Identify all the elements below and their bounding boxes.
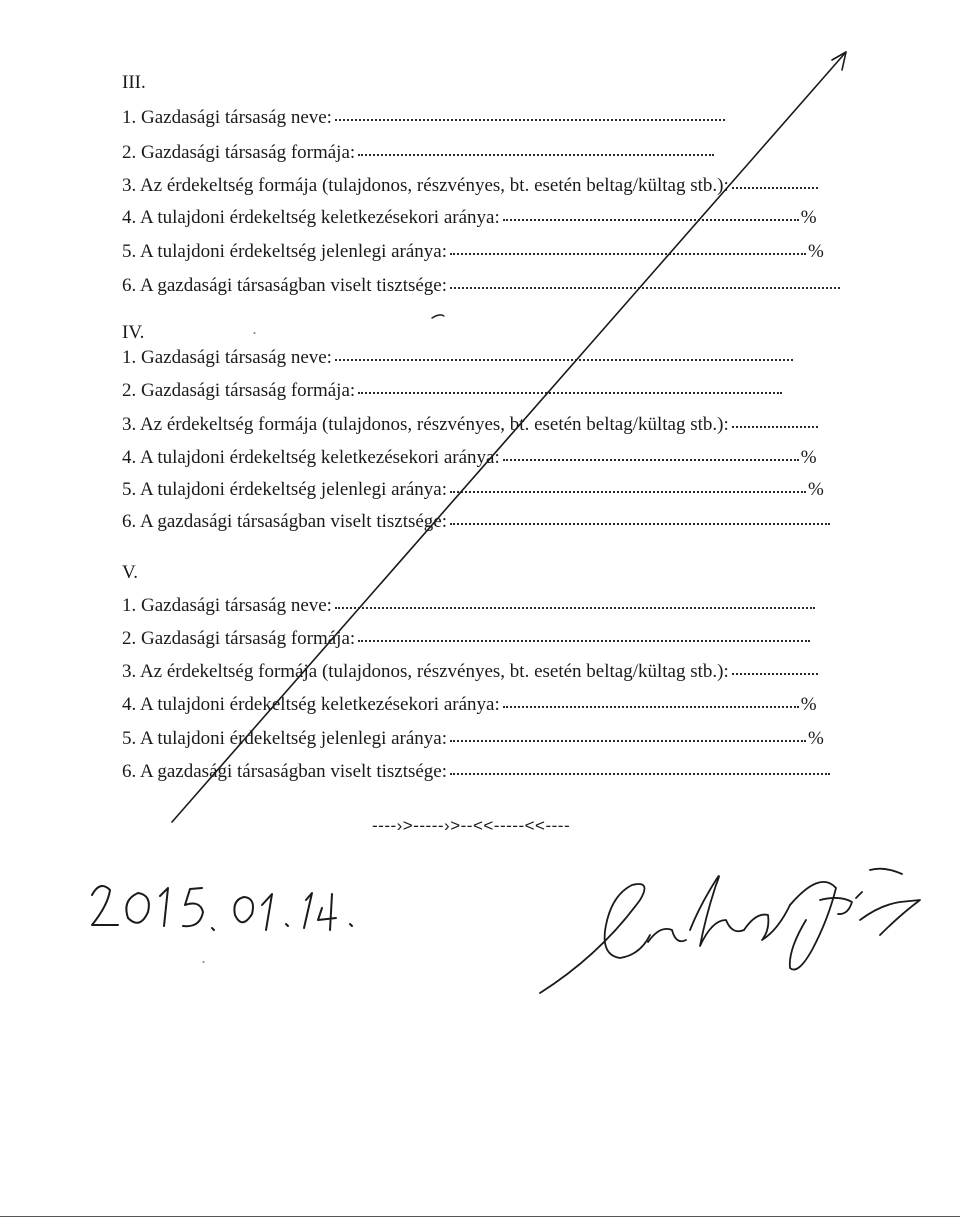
field-label: 3. Az érdekeltség formája (tulajdonos, részvényes, bt. esetén beltag/kültag stb.): [122, 414, 729, 435]
field-label: 3. Az érdekeltség formája (tulajdonos, részvényes, bt. esetén beltag/kültag stb.): [122, 661, 729, 682]
field-label: 6. A gazdasági társaságban viselt tisztsége: [122, 511, 448, 532]
form-line: 5. A tulajdoni érdekeltség jelenlegi aránya: % [122, 479, 824, 500]
form-line [122, 594, 817, 618]
field-label: 5. A tulajdoni érdekeltség jelenlegi aránya: [122, 479, 448, 500]
field-label: 2. Gazdasági társaság formája: [122, 628, 356, 649]
form-line: 4. A tulajdoni érdekeltség keletkezésekori aránya: % [122, 447, 817, 468]
fill-in-dots [732, 671, 818, 675]
fill-in-dots [335, 605, 815, 609]
form-line [122, 627, 812, 651]
field-label: 6. A gazdasági társaságban viselt tisztsége: [122, 275, 448, 296]
fill-in-dots [450, 521, 830, 525]
field-label: 3. Az érdekeltség formája (tulajdonos, részvényes, bt. esetén beltag/kültag stb.): [122, 175, 729, 196]
form-line: 4. A tulajdoni érdekeltség keletkezésekori aránya: % [122, 207, 817, 228]
fill-in-dots [503, 217, 799, 221]
fill-in-dots [358, 152, 714, 156]
field-label: 2. Gazdasági társaság formája: [122, 380, 356, 401]
signature-scrawl [540, 869, 920, 993]
fill-in-dots [503, 457, 799, 461]
form-line: 4. A tulajdoni érdekeltség keletkezésekori aránya: % [122, 694, 817, 715]
form-line [122, 379, 784, 403]
field-label: 1. Gazdasági társaság neve: [122, 347, 332, 368]
section-heading-iii: III. [122, 72, 146, 93]
cancellation-hook [832, 52, 846, 70]
form-line [122, 413, 820, 437]
form-line [122, 760, 832, 784]
form-line [122, 174, 820, 198]
field-label: 2. Gazdasági társaság formája: [122, 142, 356, 163]
fill-in-dots [450, 771, 830, 775]
field-label: 6. A gazdasági társaságban viselt tisztsége: [122, 761, 448, 782]
fill-in-dots [335, 357, 793, 361]
field-label: 1. Gazdasági társaság neve: [122, 595, 332, 616]
form-line: 5. A tulajdoni érdekeltség jelenlegi aránya: % [122, 241, 824, 262]
section-heading-iv: IV. [122, 322, 145, 343]
fill-in-dots [358, 638, 810, 642]
field-label: 4. A tulajdoni érdekeltség keletkezésekori aránya: [122, 447, 500, 468]
fill-in-dots [732, 185, 818, 189]
fill-in-dots [450, 285, 840, 289]
field-label: 5. A tulajdoni érdekeltség jelenlegi aránya: [122, 241, 448, 262]
section-heading-v: V. [122, 562, 139, 583]
field-label: 4. A tulajdoni érdekeltség keletkezésekori aránya: [122, 207, 500, 228]
field-label: 1. Gazdasági társaság neve: [122, 107, 332, 128]
fill-in-dots [335, 117, 725, 121]
field-label: 5. A tulajdoni érdekeltség jelenlegi aránya: [122, 728, 448, 749]
form-line: 5. A tulajdoni érdekeltség jelenlegi aránya: % [122, 728, 824, 749]
fill-in-dots [450, 489, 806, 493]
section-separator: ----›>-----›>--<<-----<<---- [372, 816, 571, 835]
form-line [122, 106, 727, 130]
small-tick-mark [432, 315, 444, 318]
fill-in-dots [732, 424, 818, 428]
form-line [122, 141, 716, 165]
fill-in-dots [450, 251, 806, 255]
fill-in-dots [450, 738, 806, 742]
page-bottom-edge [0, 1216, 960, 1217]
fill-in-dots [358, 390, 782, 394]
form-line [122, 274, 842, 298]
handwritten-date [92, 886, 352, 930]
field-label: 4. A tulajdoni érdekeltség keletkezésekori aránya: [122, 694, 500, 715]
form-line [122, 510, 832, 534]
form-line [122, 660, 820, 684]
fill-in-dots [503, 704, 799, 708]
form-line [122, 346, 795, 370]
